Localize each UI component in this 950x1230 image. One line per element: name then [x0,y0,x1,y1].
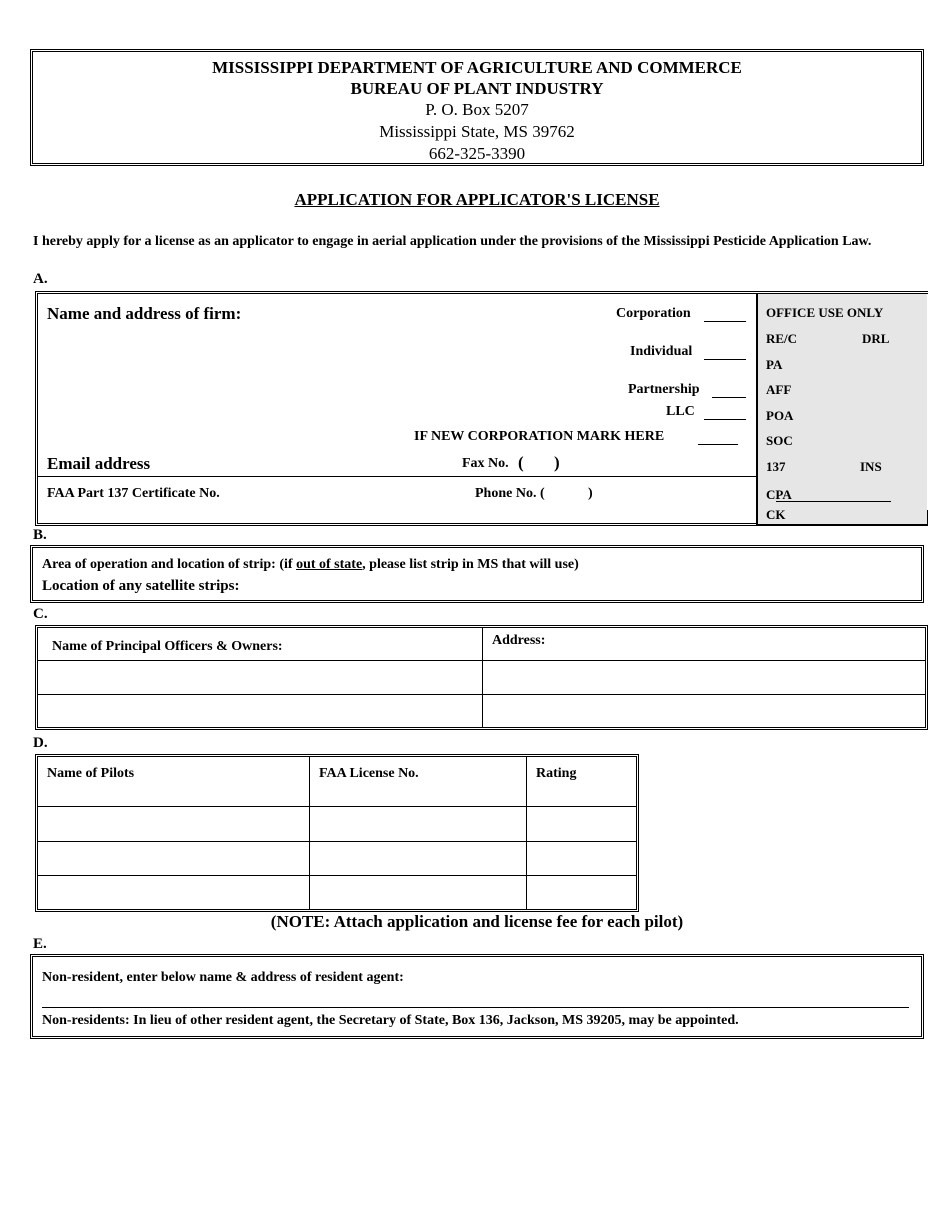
pilot-license-cell[interactable] [310,876,525,909]
pilot-license-cell[interactable] [310,807,525,840]
officer-name-cell[interactable] [38,661,481,693]
office-aff: AFF [766,382,792,397]
city-state-zip: Mississippi State, MS 39762 [379,122,575,141]
section-b-letter: B. [33,527,47,543]
office-drl: DRL [862,331,890,346]
office-ins: INS [860,459,882,474]
fax-label: Fax No. [462,456,509,471]
section-a-letter: A. [33,271,48,287]
pilot-rating-cell[interactable] [527,807,636,840]
officer-address-cell[interactable] [483,695,925,727]
pilot-rating-cell[interactable] [527,842,636,874]
phone-paren-close: ) [588,486,593,501]
email-label: Email address [47,454,151,473]
llc-blank[interactable] [704,419,746,420]
office-ck: CK [766,507,786,522]
agency-name: MISSISSIPPI DEPARTMENT OF AGRICULTURE AND COMMERCE [212,58,742,77]
pilot-name-cell[interactable] [38,876,308,909]
faa-license-header: FAA License No. [319,766,419,781]
pilot-name-cell[interactable] [38,842,308,874]
llc-label: LLC [666,404,695,419]
office-poa: POA [766,408,794,423]
area-of-operation-label: Area of operation and location of strip: (if out of state, please list strip in MS that will use) [42,557,579,572]
phone-label: Phone No. ( [475,486,545,501]
section-d-letter: D. [33,735,48,751]
office-use-title: OFFICE USE ONLY [766,305,884,320]
firm-name-label: Name and address of firm: [47,304,242,323]
bureau-name: BUREAU OF PLANT INDUSTRY [350,79,604,98]
phone-number: 662-325-3390 [428,144,526,163]
fax-paren-close: ) [554,453,560,472]
office-rec: RE/C [766,331,798,346]
corporation-blank[interactable] [704,321,746,322]
section-e-letter: E. [33,936,47,952]
officer-address-cell[interactable] [483,661,925,693]
pilot-rating-cell[interactable] [527,876,636,909]
resident-agent-label: Non-resident, enter below name & address of resident agent: [42,970,404,985]
address-header: Address: [492,633,546,648]
individual-blank[interactable] [704,359,746,360]
rating-header: Rating [536,766,577,781]
header-box [30,49,924,166]
new-corporation-label: IF NEW CORPORATION MARK HERE [414,429,665,444]
faa137-label: FAA Part 137 Certificate No. [47,486,220,501]
section-c-letter: C. [33,606,48,622]
officer-name-cell[interactable] [38,695,481,727]
fax-paren-open: ( [518,453,524,472]
pilot-name-cell[interactable] [38,807,308,840]
secretary-of-state-note: Non-residents: In lieu of other resident agent, the Secretary of State, Box 136, Jackson, MS 39205, may be appointed. [42,1013,739,1028]
page-title: APPLICATION FOR APPLICATOR'S LICENSE [294,190,660,209]
corporation-label: Corporation [616,306,691,321]
satellite-strips-label: Location of any satellite strips: [42,578,240,594]
office-pa: PA [766,357,783,372]
office-soc: SOC [766,433,793,448]
officers-header: Name of Principal Officers & Owners: [52,639,283,654]
office-cpa: CPA [766,487,792,502]
pilots-header: Name of Pilots [47,766,135,781]
pilot-license-cell[interactable] [310,842,525,874]
office-cpa-blank [776,501,891,502]
new-corporation-blank[interactable] [698,444,738,445]
partnership-blank[interactable] [712,397,746,398]
po-box: P. O. Box 5207 [425,100,529,119]
partnership-label: Partnership [628,382,700,397]
pilot-fee-note: (NOTE: Attach application and license fee for each pilot) [270,912,684,931]
resident-agent-blank[interactable] [42,1007,909,1008]
individual-label: Individual [630,344,693,359]
intro-text: I hereby apply for a license as an applicator to engage in aerial application under the provisions of the Mississippi Pesticide Application Law. [33,234,872,249]
office-137: 137 [766,459,786,474]
